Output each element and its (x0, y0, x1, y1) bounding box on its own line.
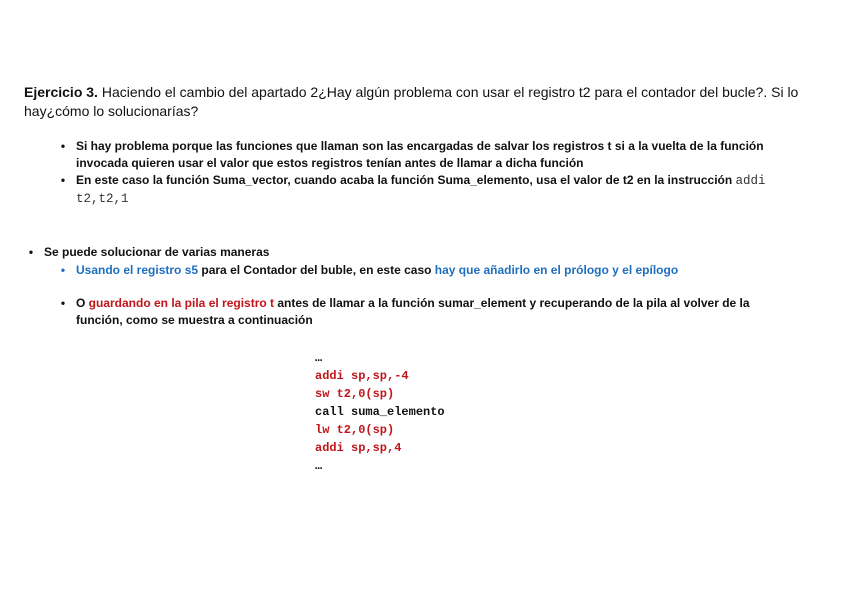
solution-item (28, 244, 804, 261)
code-line: addi sp,sp,4 (315, 441, 402, 455)
code-line: … (315, 351, 323, 365)
answer-item-2 (60, 172, 776, 208)
exercise-label: Ejercicio 3. (24, 84, 98, 100)
code-line: call suma_elemento (315, 405, 445, 419)
code-block (315, 349, 445, 475)
exercise-question: Haciendo el cambio del apartado 2¿Hay algún problema con usar el registro t2 para el contador del bucle?. Si lo hay¿cómo lo solucionarías? (24, 84, 799, 119)
inline-code: addi t2,t2,1 (76, 174, 766, 206)
bullet-icon: • (60, 296, 66, 310)
option-2-prefix: O (76, 296, 89, 310)
answer-list (60, 138, 776, 208)
bullet-icon: • (60, 173, 66, 187)
solution-options (60, 262, 776, 329)
code-line: addi sp,sp,-4 (315, 369, 409, 383)
option-2-highlight: guardando en la pila el registro t (88, 296, 275, 310)
bullet-icon: • (28, 245, 34, 259)
code-line: … (315, 459, 323, 473)
option-1-highlight-2: hay que añadirlo en el prólogo y el epílogo (434, 263, 679, 277)
bullet-icon: • (60, 139, 66, 153)
code-line: lw t2,0(sp) (315, 423, 395, 437)
option-2-text: antes de llamar a la función sumar_element y recuperando de la pila al volver de la función, como se muestra a continuación (76, 296, 750, 327)
option-1-text: para el Contador del buble, en este caso (198, 263, 435, 277)
exercise-heading (24, 83, 824, 121)
answer-item-1 (60, 138, 776, 172)
answer-text-1: Si hay problema porque las funciones que llaman son las encargadas de salvar los registros t si a la vuelta de la función invocada quieren usar el valor que estos registros tenían antes de llamar a dicha función (76, 139, 764, 170)
solution-text: Se puede solucionar de varias maneras (44, 245, 270, 259)
bullet-icon: • (60, 263, 66, 277)
option-item-2 (60, 295, 776, 329)
answer-text-2: En este caso la función Suma_vector, cuando acaba la función Suma_elemento, usa el valor de t2 en la instrucción (76, 173, 736, 187)
option-1-highlight: Usando el registro s5 (76, 263, 199, 277)
code-line: sw t2,0(sp) (315, 387, 395, 401)
solution-list (28, 244, 804, 261)
option-item-1 (60, 262, 776, 279)
